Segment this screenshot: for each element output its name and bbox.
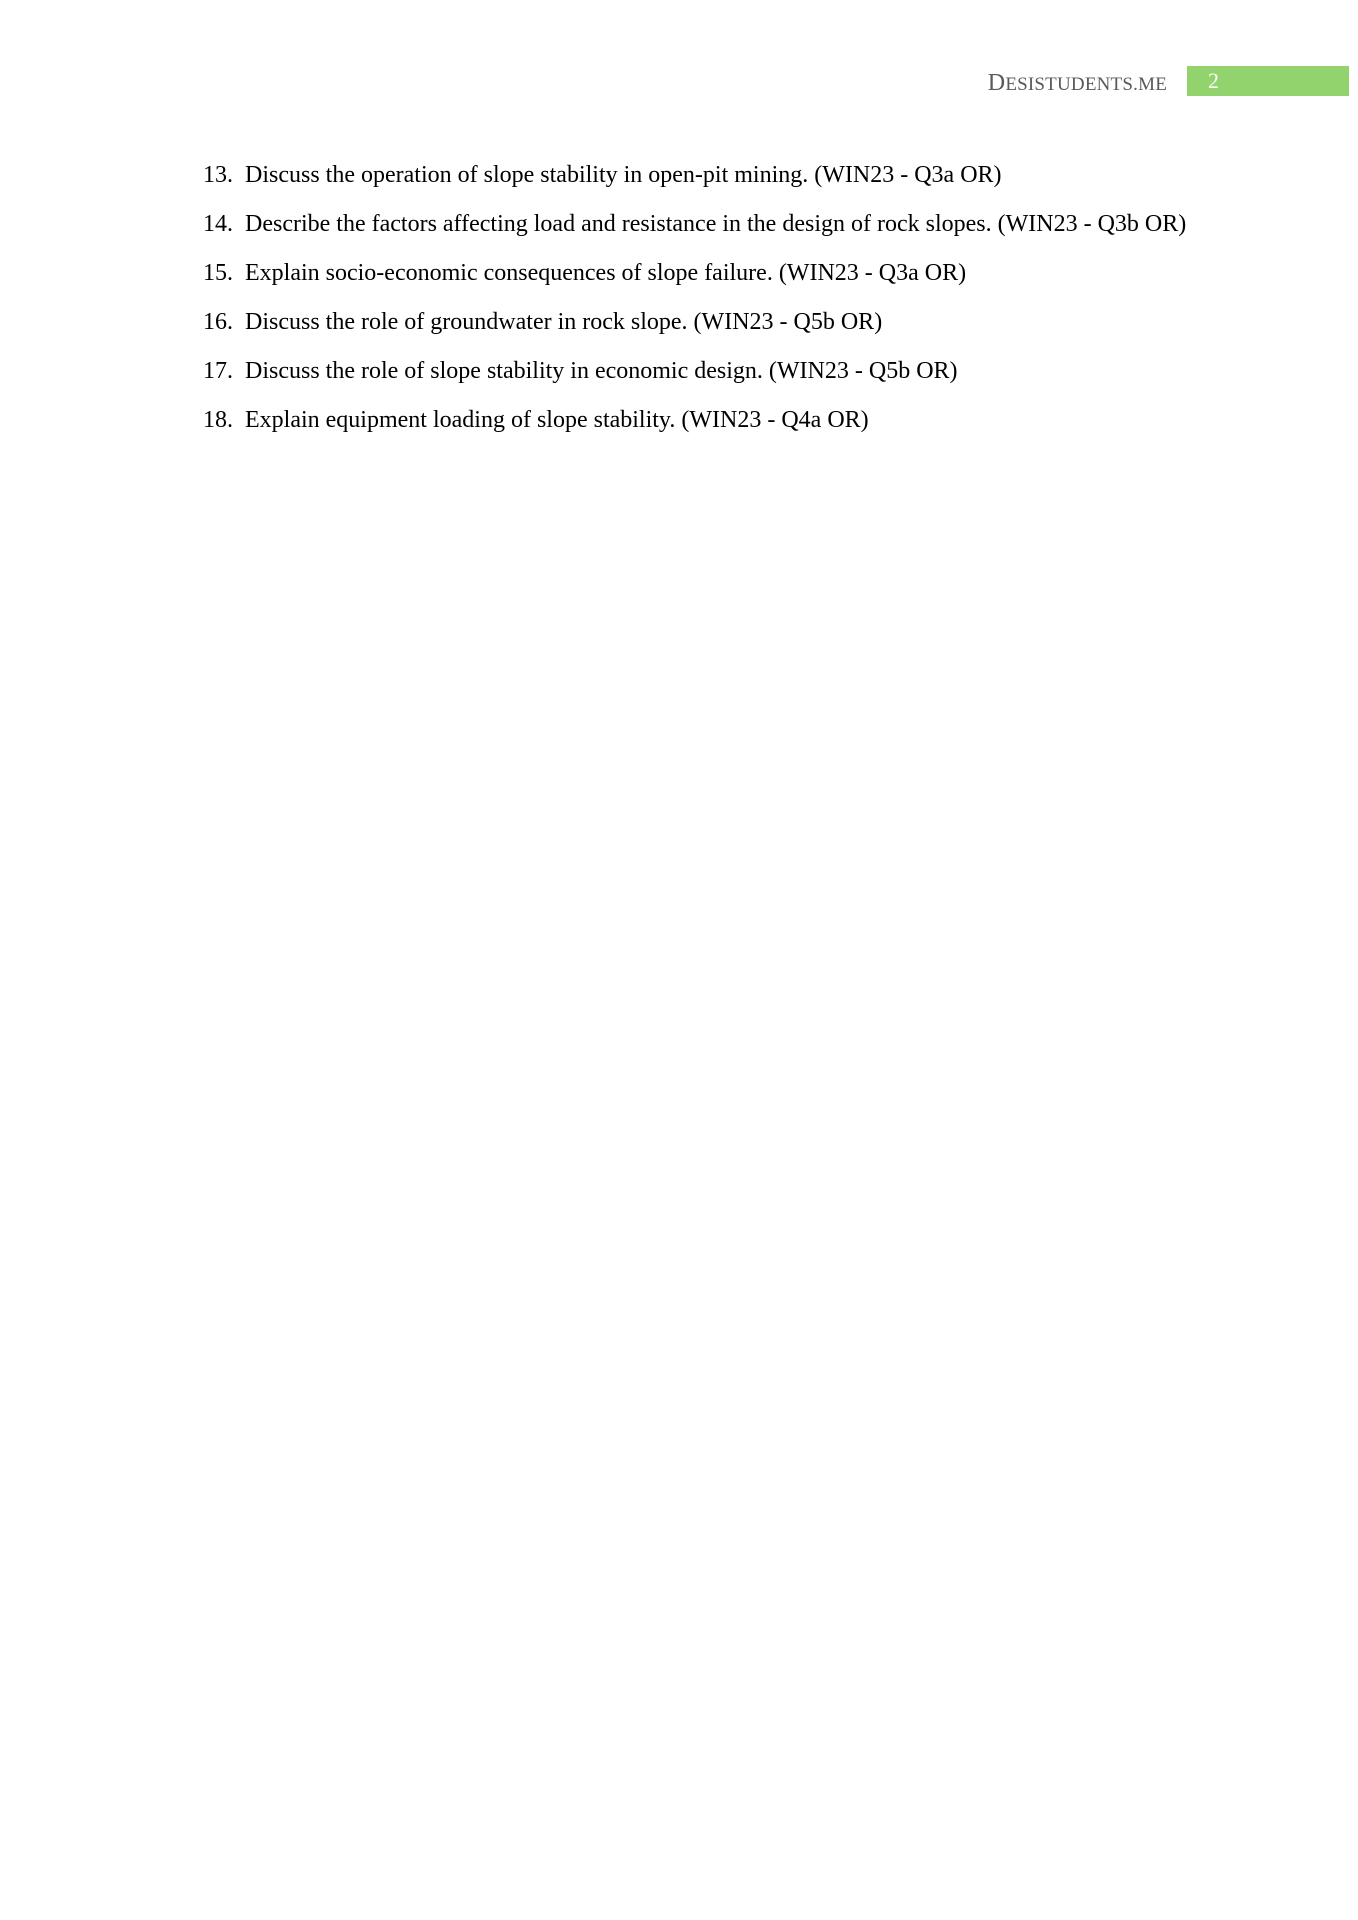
question-number: 14. (203, 211, 233, 237)
question-text: Discuss the operation of slope stability in open-pit mining. (WIN23 - Q3a OR) (245, 162, 1002, 188)
site-name-initial: D (987, 70, 1006, 96)
question-text: Discuss the role of slope stability in economic design. (WIN23 - Q5b OR) (245, 358, 958, 384)
question-item (200, 258, 1190, 289)
question-number: 15. (203, 260, 233, 286)
question-text: Explain equipment loading of slope stability. (WIN23 - Q4a OR) (245, 407, 869, 433)
page-number: 2 (1208, 68, 1219, 93)
question-item (200, 356, 1190, 387)
site-name-dot: . (1133, 74, 1139, 95)
site-name (988, 70, 1167, 97)
page-number-badge (1187, 66, 1349, 96)
question-text: Discuss the role of groundwater in rock slope. (WIN23 - Q5b OR) (245, 309, 883, 335)
question-item (200, 405, 1190, 436)
question-text: Describe the factors affecting load and resistance in the design of rock slopes. (WIN23 - Q3b OR) (245, 211, 1187, 237)
question-item (200, 209, 1190, 240)
question-number: 18. (203, 407, 233, 433)
question-item (200, 160, 1190, 191)
site-name-rest: ESISTUDENTS (1005, 74, 1134, 95)
question-text: Explain socio-economic consequences of slope failure. (WIN23 - Q3a OR) (245, 260, 967, 286)
question-list (200, 160, 1190, 454)
page-header (0, 66, 1358, 96)
question-item (200, 307, 1190, 338)
question-number: 16. (203, 309, 233, 335)
site-name-suffix: ME (1138, 74, 1167, 95)
question-number: 17. (203, 358, 233, 384)
question-number: 13. (203, 162, 233, 188)
